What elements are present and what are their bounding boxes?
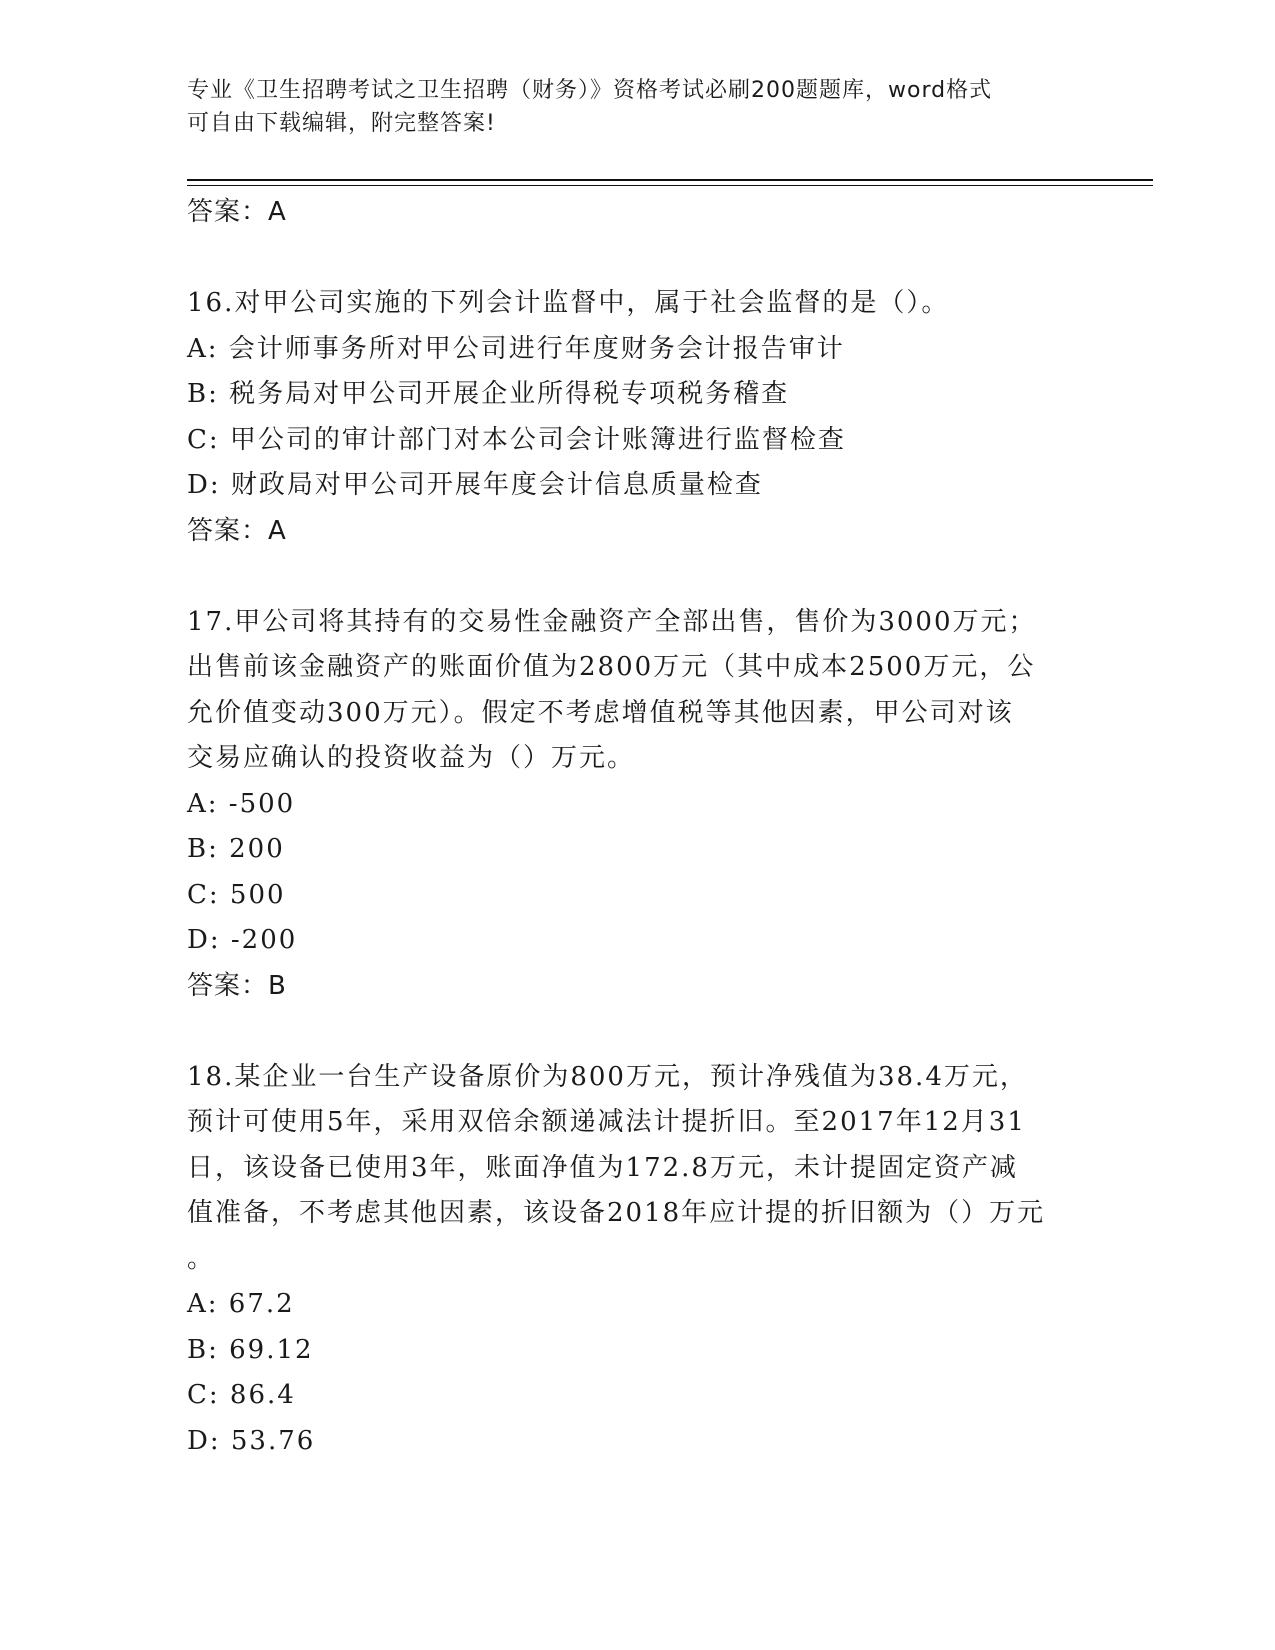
document-header bbox=[187, 74, 1087, 140]
spacer bbox=[187, 236, 1087, 282]
question-stem-line: 。 bbox=[187, 1243, 216, 1274]
option-a: A: 会计师事务所对甲公司进行年度财务会计报告审计 bbox=[187, 333, 845, 364]
question-stem-line: 日，该设备已使用3年，账面净值为172.8万元，未计提固定资产减 bbox=[187, 1152, 1018, 1183]
previous-answer: 答案：A bbox=[187, 197, 287, 227]
option-a: A: -500 bbox=[187, 788, 296, 819]
question-stem-line: 允价值变动300万元）。假定不考虑增值税等其他因素，甲公司对该 bbox=[187, 697, 1014, 728]
question-stem-line: 16.对甲公司实施的下列会计监督中，属于社会监督的是（）。 bbox=[187, 288, 950, 318]
header-rule-thick bbox=[187, 179, 1153, 181]
option-b: B: 200 bbox=[187, 834, 285, 864]
question-stem-line: 交易应确认的投资收益为（）万元。 bbox=[187, 743, 636, 773]
question-17 bbox=[187, 600, 1087, 1010]
option-d: D: 53.76 bbox=[187, 1425, 316, 1456]
question-stem-line: 17.甲公司将其持有的交易性金融资产全部出售，售价为3000万元； bbox=[187, 606, 1037, 637]
question-list bbox=[187, 190, 1087, 1464]
header-line-2: 可自由下载编辑，附完整答案! bbox=[187, 111, 496, 136]
option-b: B: 69.12 bbox=[187, 1334, 314, 1365]
question-stem-line: 预计可使用5年，采用双倍余额递减法计提折旧。至2017年12月31 bbox=[187, 1107, 1026, 1137]
option-a: A: 67.2 bbox=[187, 1289, 295, 1319]
option-d: D: 财政局对甲公司开展年度会计信息质量检查 bbox=[187, 470, 763, 500]
question-stem-line: 18.某企业一台生产设备原价为800万元，预计净残值为38.4万元， bbox=[187, 1061, 1028, 1092]
option-d: D: -200 bbox=[187, 925, 298, 955]
question-16 bbox=[187, 281, 1087, 554]
spacer bbox=[187, 1009, 1087, 1055]
spacer bbox=[187, 554, 1087, 600]
question-stem-line: 值准备，不考虑其他因素，该设备2018年应计提的折旧额为（）万元 bbox=[187, 1198, 1046, 1228]
question-stem-line: 出售前该金融资产的账面价值为2800万元（其中成本2500万元，公 bbox=[187, 652, 1036, 682]
header-rule-thin bbox=[187, 185, 1153, 186]
answer: 答案：B bbox=[187, 970, 287, 1001]
option-c: C: 500 bbox=[187, 879, 286, 910]
header-line-1: 专业《卫生招聘考试之卫生招聘（财务）》资格考试必刷200题题库，word格式 bbox=[187, 78, 993, 103]
option-c: C: 86.4 bbox=[187, 1380, 296, 1410]
option-b: B: 税务局对甲公司开展企业所得税专项税务稽查 bbox=[187, 379, 790, 409]
question-18 bbox=[187, 1055, 1087, 1465]
answer: 答案：A bbox=[187, 515, 287, 546]
option-c: C: 甲公司的审计部门对本公司会计账簿进行监督检查 bbox=[187, 424, 846, 455]
